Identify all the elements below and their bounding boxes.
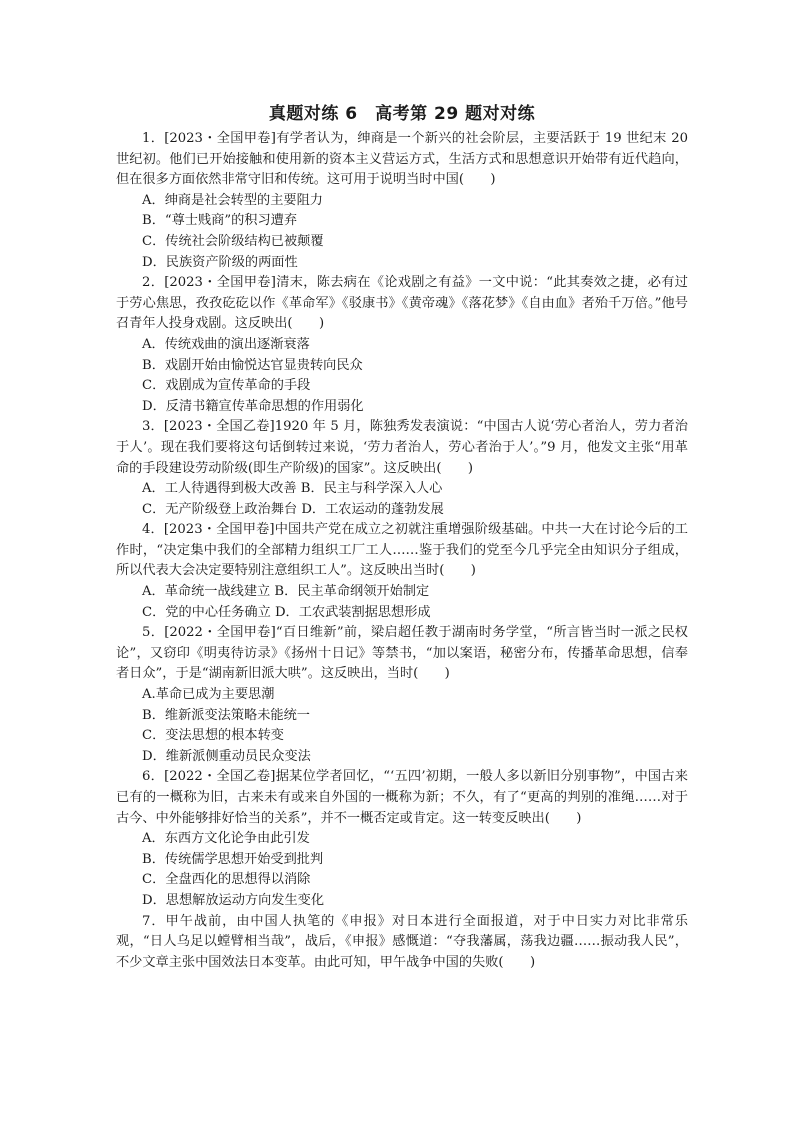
option-a-b: A．革命统一战线建立 B．民主革命纲领开始制定 [142,584,430,600]
question-4 [116,520,688,623]
option-list [116,191,688,273]
question-2 [116,273,688,417]
option-list [116,582,688,623]
question-stem: 2．[2023・全国甲卷]清末，陈去病在《论戏剧之有益》一文中说：“此其奏效之捷，必有过于劳心焦思，孜孜矻矻以作《革命军》《驳康书》《黄帝魂》《落花梦》《自由血》者殆千万倍。”他号召青年人投身戏剧。这反映出( ) [116,275,688,332]
question-1 [116,129,688,273]
option-c: C．戏剧成为宣传革命的手段 [142,378,311,394]
option-b: B．戏剧开始由愉悦达官显贵转向民众 [142,357,363,373]
question-7 [116,912,688,974]
option-list [116,829,688,911]
page-title: 真题对练 6 高考第 29 题对对练 [268,104,536,124]
option-c: C．全盘西化的思想得以消除 [142,872,311,888]
option-c-d: C．无产阶级登上政治舞台 D．工农运动的蓬勃发展 [142,501,444,517]
document-page [116,103,688,973]
question-stem: 6．[2022・全国乙卷]据某位学者回忆，“‘五四’初期，一般人多以新旧分别事物”，中国古来已有的一概称为旧，古来未有或来自外国的一概称为新；不久，有了“更高的判别的准绳……对于古今、中外能够排好恰当的关系”，并不一概否定或肯定。这一转变反映出( ) [116,769,688,826]
option-a: A．传统戏曲的演出逐渐衰落 [142,336,310,352]
option-list [116,335,688,417]
option-b: B．传统儒学思想开始受到批判 [142,851,324,867]
option-c: C．变法思想的根本转变 [142,728,284,744]
question-3 [116,417,688,520]
option-c-d: C．党的中心任务确立 D．工农武装割据思想形成 [142,604,431,620]
option-d: D．反清书籍宣传革命思想的作用弱化 [142,398,364,414]
question-stem: 4．[2023・全国甲卷]中国共产党在成立之初就注重增强阶级基础。中共一大在讨论今后的工作时，“决定集中我们的全部精力组织工厂工人……鉴于我们的党至今几乎完全由知识分子组成，所以代表大会决定要特别注意组织工人”。这反映出当时( ) [116,522,688,579]
option-b: B．“尊士贱商”的积习遭弃 [142,213,298,229]
option-a: A．东西方文化论争由此引发 [142,831,310,847]
question-stem: 7．甲午战前，由中国人执笔的《申报》对日本进行全面报道，对于中日实力对比非常乐观，“日人乌足以螳臂相当哉”，战后，《申报》感慨道：“夺我藩属，荡我边疆……振动我人民”，不少文章主张中国效法日本变革。由此可知，甲午战争中国的失败( ) [116,913,688,970]
question-6 [116,767,688,911]
option-d: D．思想解放运动方向发生变化 [142,892,325,908]
question-stem: 1．[2023・全国甲卷]有学者认为，绅商是一个新兴的社会阶层，主要活跃于 19 世纪末 20 世纪初。他们已开始接触和使用新的资本主义营运方式，生活方式和思想意识开始带有近代趋向，但在很多方面依然非常守旧和传统。这可用于说明当时中国( ) [116,131,688,188]
option-d: D．民族资产阶级的两面性 [142,254,298,270]
option-list [116,685,688,767]
option-a-b: A．工人待遇得到极大改善 B．民主与科学深入人心 [142,481,443,497]
option-list [116,479,688,520]
question-stem: 3．[2023・全国乙卷]1920 年 5 月，陈独秀发表演说：“中国古人说‘劳心者治人，劳力者治于人’。现在我们要将这句话倒转过来说，‘劳力者治人，劳心者治于人’。”9 月，他发文主张“用革命的手段建设劳动阶级(即生产阶级)的国家”。这反映出( ) [116,419,688,476]
option-c: C．传统社会阶级结构已被颠覆 [142,233,324,249]
option-a: A.革命已成为主要思潮 [142,687,275,703]
question-stem: 5．[2022・全国甲卷]“百日维新”前，梁启超任教于湖南时务学堂，“所言皆当时一派之民权论”，又窃印《明夷待访录》《扬州十日记》等禁书，“加以案语，秘密分布，传播革命思想，信奉者日众”，于是“湖南新旧派大哄”。这反映出，当时( ) [116,625,688,682]
option-d: D．维新派侧重动员民众变法 [142,748,311,764]
option-a: A．绅商是社会转型的主要阻力 [142,192,323,208]
option-b: B．维新派变法策略未能统一 [142,707,310,723]
question-5 [116,623,688,767]
